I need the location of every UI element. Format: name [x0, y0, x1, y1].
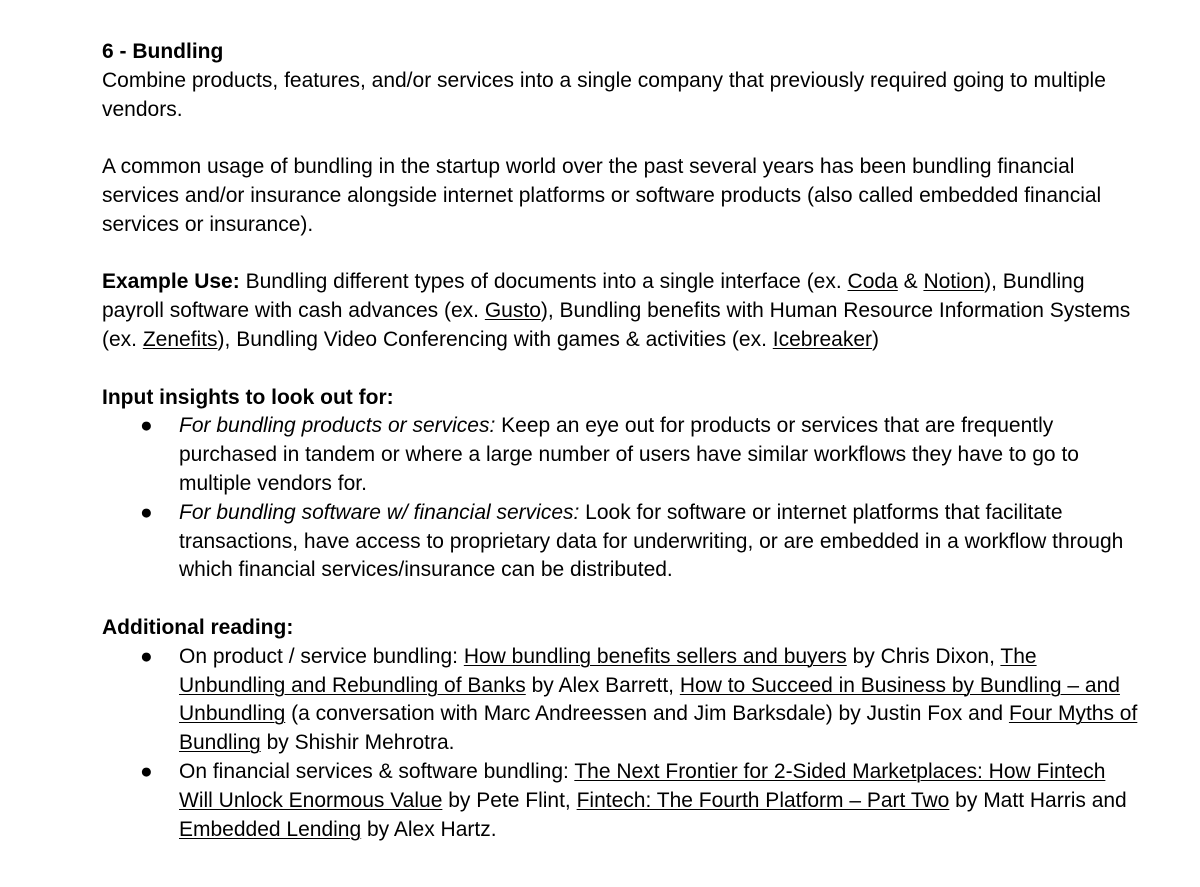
list-item — [102, 412, 1140, 498]
example-use-paragraph — [102, 268, 1140, 354]
bullet-icon: ● — [140, 759, 153, 783]
link-next-frontier-marketplaces[interactable]: The Next Frontier for 2-Sided Marketplaces: How Fintech Will Unlock Enormous Value — [179, 759, 1106, 812]
link-how-to-succeed-bundling[interactable]: How to Succeed in Business by Bundling – and Unbundling — [179, 673, 1120, 726]
insight-label: For bundling products or services: — [179, 414, 496, 438]
reading-text: by Alex Hartz. — [361, 817, 497, 841]
input-insights-heading: Input insights to look out for: — [102, 385, 394, 409]
reading-text: On product / service bundling: — [179, 644, 464, 668]
input-insights-list — [102, 412, 1140, 585]
bullet-icon: ● — [140, 644, 153, 668]
section-definition: Combine products, features, and/or services into a single company that previously required going to multiple vendors. — [102, 68, 1106, 121]
additional-reading-list — [102, 643, 1140, 845]
example-use-text: Bundling different types of documents into a single interface (ex. — [239, 270, 848, 294]
bullet-icon: ● — [140, 414, 153, 438]
link-coda[interactable]: Coda — [847, 270, 898, 294]
list-item — [102, 499, 1140, 585]
reading-text: (a conversation with Marc Andreessen and Jim Barksdale) by Justin Fox and — [285, 702, 1009, 726]
example-use-text: ), Bundling benefits with Human Resource Information Systems (ex. — [102, 299, 1131, 351]
insight-text: Keep an eye out for products or services that are frequently purchased in tandem or where a large number of users have similar workflows they have to go to multiple vendors for. — [179, 414, 1079, 495]
example-use-text: ), Bundling payroll software with cash advances (ex. — [102, 270, 1085, 323]
example-use-text: ), Bundling Video Conferencing with games & activities (ex. — [217, 327, 773, 351]
link-how-bundling-benefits[interactable]: How bundling benefits sellers and buyers — [463, 644, 847, 668]
example-use-label: Example Use: — [102, 270, 240, 294]
insight-label: For bundling software w/ financial services: — [179, 500, 580, 524]
link-icebreaker[interactable]: Icebreaker — [772, 327, 872, 351]
link-fintech-fourth-platform[interactable]: Fintech: The Fourth Platform – Part Two — [576, 788, 950, 812]
link-notion[interactable]: Notion — [923, 270, 985, 294]
list-item — [102, 643, 1140, 758]
section-title: 6 - Bundling — [102, 40, 224, 63]
reading-text: by Shishir Mehrotra. — [260, 731, 455, 755]
common-usage-paragraph: A common usage of bundling in the startup world over the past several years has been bundling financial services and/or insurance alongside internet platforms or software products (also called embedded financial services or insurance). — [102, 155, 1102, 236]
reading-text: On financial services & software bundling: — [179, 759, 575, 783]
link-four-myths-bundling[interactable]: Four Myths of Bundling — [179, 702, 1138, 755]
insight-text: Look for software or internet platforms that facilitate transactions, have access to proprietary data for underwriting, or are embedded in a workflow through which financial services/insurance can be distributed. — [179, 500, 1124, 582]
reading-text: by Pete Flint, — [442, 788, 577, 812]
example-use-text: ) — [872, 327, 879, 351]
link-embedded-lending[interactable]: Embedded Lending — [179, 817, 362, 841]
list-item — [102, 758, 1140, 844]
example-use-text: & — [897, 270, 924, 294]
bullet-icon: ● — [140, 500, 153, 524]
additional-reading-heading: Additional reading: — [102, 615, 294, 639]
link-zenefits[interactable]: Zenefits — [142, 327, 218, 351]
link-unbundling-rebundling-banks[interactable]: The Unbundling and Rebundling of Banks — [179, 644, 1037, 697]
reading-text: by Chris Dixon, — [846, 644, 1001, 668]
link-gusto[interactable]: Gusto — [484, 299, 541, 323]
reading-text: by Alex Barrett, — [525, 673, 680, 697]
reading-text: by Matt Harris and — [949, 788, 1127, 812]
